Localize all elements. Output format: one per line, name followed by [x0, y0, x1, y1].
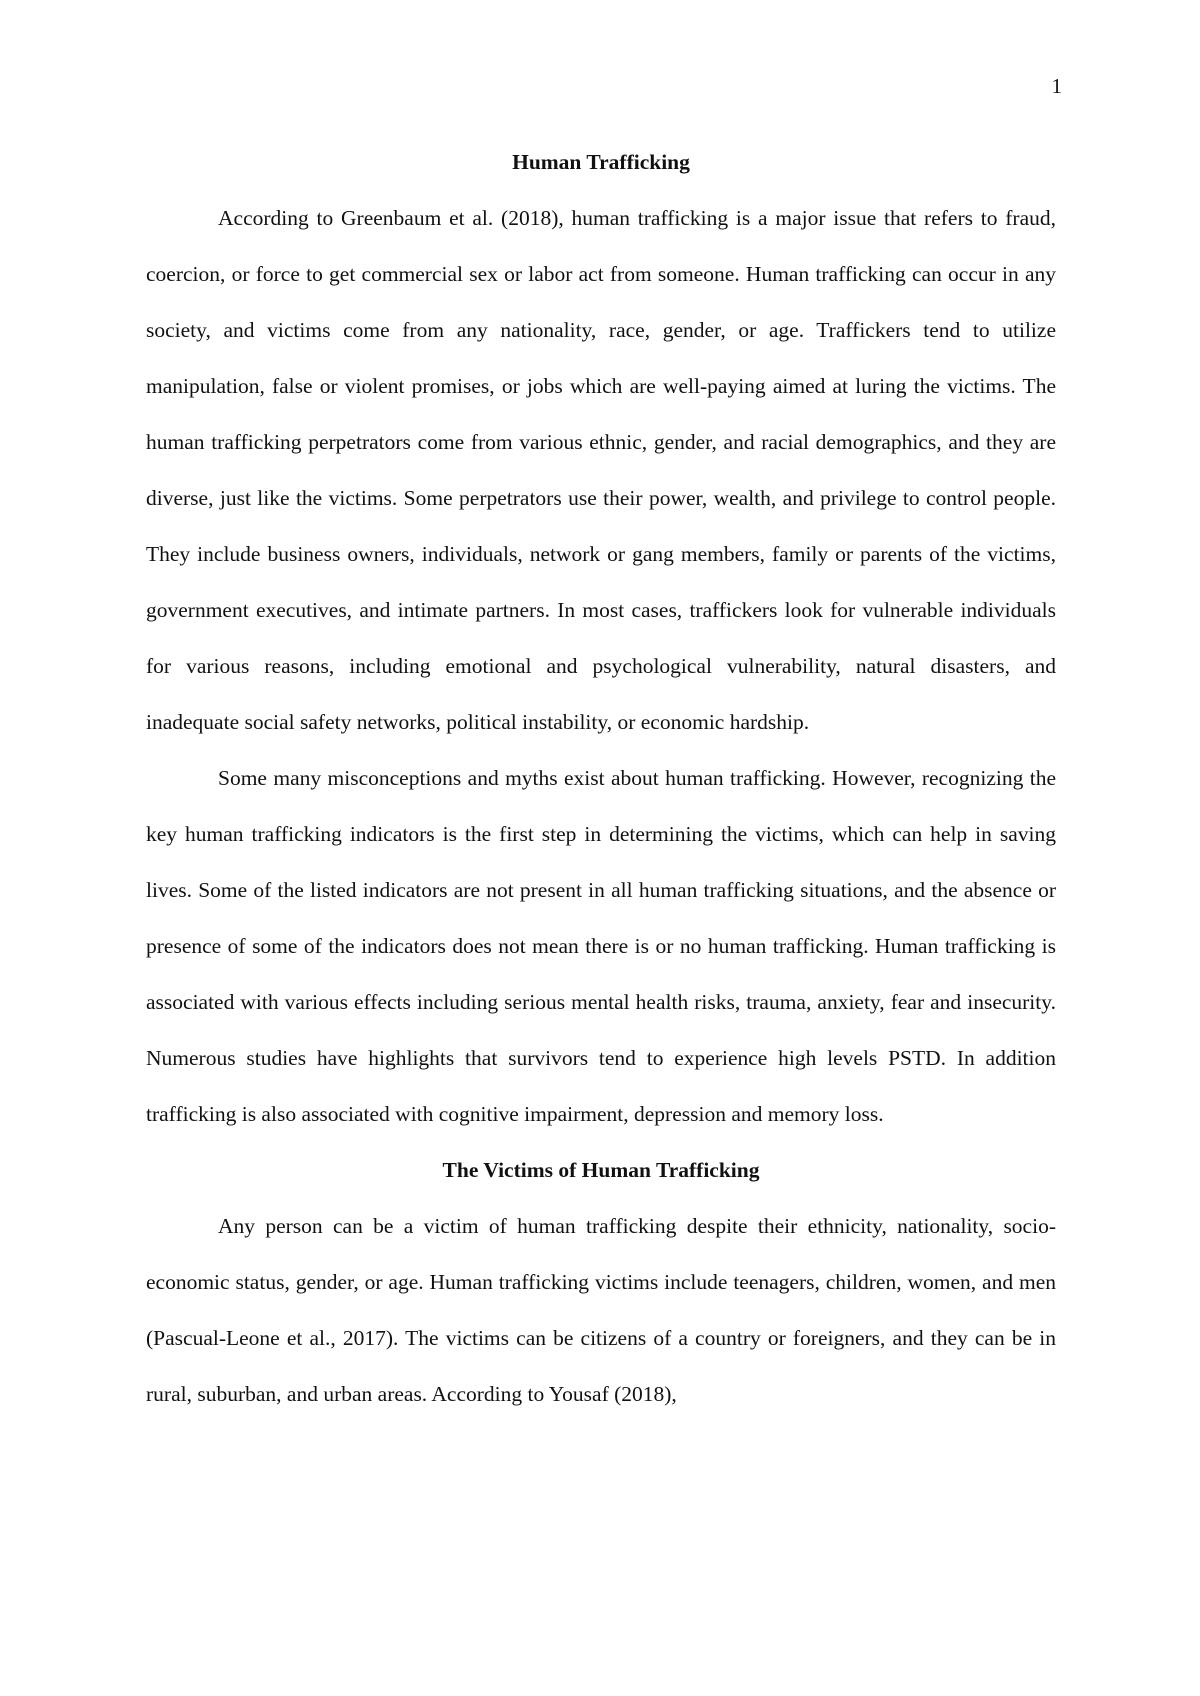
document-body: [146, 134, 1056, 1422]
paragraph-indicators: Some many misconceptions and myths exist about human trafficking. However, recognizing the key human trafficking indicators is the first step in determining the victims, which can help in saving lives. Some of the listed indicators are not present in all human trafficking situations, and the absence or presence of some of the indicators does not mean there is or no human trafficking. Human trafficking is associated with various effects including serious mental health risks, trauma, anxiety, fear and insecurity. Numerous studies have highlights that survivors tend to experience high levels PSTD. In addition trafficking is also associated with cognitive impairment, depression and memory loss.: [146, 766, 1056, 1126]
paragraph-victims: Any person can be a victim of human trafficking despite their ethnicity, nationality, socio-economic status, gender, or age. Human trafficking victims include teenagers, children, women, and men (Pascual-Leone et al., 2017). The victims can be citizens of a country or foreigners, and they can be in rural, suburban, and urban areas. According to Yousaf (2018),: [146, 1214, 1056, 1406]
section-heading-victims: The Victims of Human Trafficking: [442, 1158, 760, 1182]
document-title: Human Trafficking: [512, 150, 690, 174]
paragraph-definition: According to Greenbaum et al. (2018), human trafficking is a major issue that refers to fraud, coercion, or force to get commercial sex or labor act from someone. Human trafficking can occur in any society, and victims come from any nationality, race, gender, or age. Traffickers tend to utilize manipulation, false or violent promises, or jobs which are well-paying aimed at luring the victims. The human trafficking perpetrators come from various ethnic, gender, and racial demographics, and they are diverse, just like the victims. Some perpetrators use their power, wealth, and privilege to control people. They include business owners, individuals, network or gang members, family or parents of the victims, government executives, and intimate partners. In most cases, traffickers look for vulnerable individuals for various reasons, including emotional and psychological vulnerability, natural disasters, and inadequate social safety networks, political instability, or economic hardship.: [146, 206, 1056, 734]
page-number: 1: [1051, 74, 1062, 98]
